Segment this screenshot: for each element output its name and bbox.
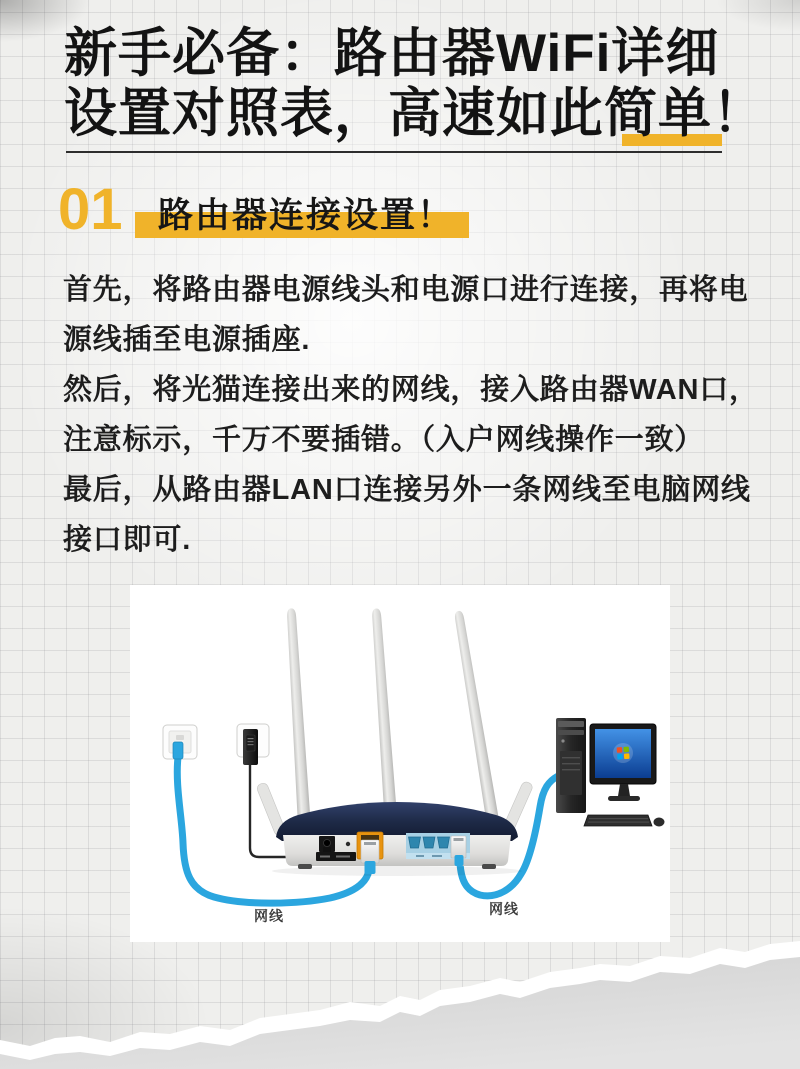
antenna	[370, 608, 399, 835]
instruction-line: 接口即可.	[63, 524, 192, 556]
router-foot	[298, 864, 312, 869]
ethernet-plug-outlet	[173, 742, 183, 759]
cable-label-right: 网线	[489, 901, 519, 917]
computer-monitor	[590, 724, 656, 801]
section-heading: 路由器连接设置！	[158, 196, 455, 235]
page-title-line1: 新手必备：路由器WiFi详细	[64, 24, 720, 83]
reset-hole	[346, 842, 350, 846]
lan-cable-boot	[455, 855, 464, 866]
lan-port	[423, 837, 435, 848]
section-number: 01	[58, 177, 123, 242]
instruction-line: 首先，将路由器电源线头和电源口进行连接，再将电	[63, 274, 749, 306]
router-foot	[482, 864, 496, 869]
lan-port	[409, 837, 421, 848]
instructions-paragraph	[63, 265, 763, 565]
lan-port	[438, 837, 450, 848]
computer	[556, 718, 665, 827]
router-front-face	[283, 835, 511, 866]
windows-logo-icon	[613, 743, 633, 763]
torn-paper-edge-shapes	[0, 930, 800, 1069]
page-title-line2: 设置对照表，高速如此简单！	[64, 84, 766, 143]
power-adapter	[243, 729, 258, 765]
instruction-line: 最后，从路由器LAN口连接另外一条网线至电脑网线	[63, 474, 751, 506]
router-body	[272, 802, 522, 876]
computer-keyboard	[584, 815, 652, 826]
computer-tower	[556, 718, 586, 813]
title-divider-line	[66, 151, 722, 153]
instruction-line: 源线插至电源插座.	[63, 324, 311, 356]
antenna	[452, 610, 502, 836]
page-title	[64, 24, 764, 144]
router-connection-illustration	[130, 585, 670, 942]
cable-label-left: 网线	[254, 908, 284, 924]
computer-mouse	[654, 818, 665, 827]
instruction-line: 然后，将光猫连接出来的网线，接入路由器WAN口，	[63, 374, 759, 406]
instruction-line: 注意标示，千万不要插错。（入户网线操作一致）	[63, 424, 705, 456]
antenna	[285, 608, 312, 835]
router-diagram-panel	[130, 585, 670, 942]
wan-cable-boot	[365, 861, 376, 874]
